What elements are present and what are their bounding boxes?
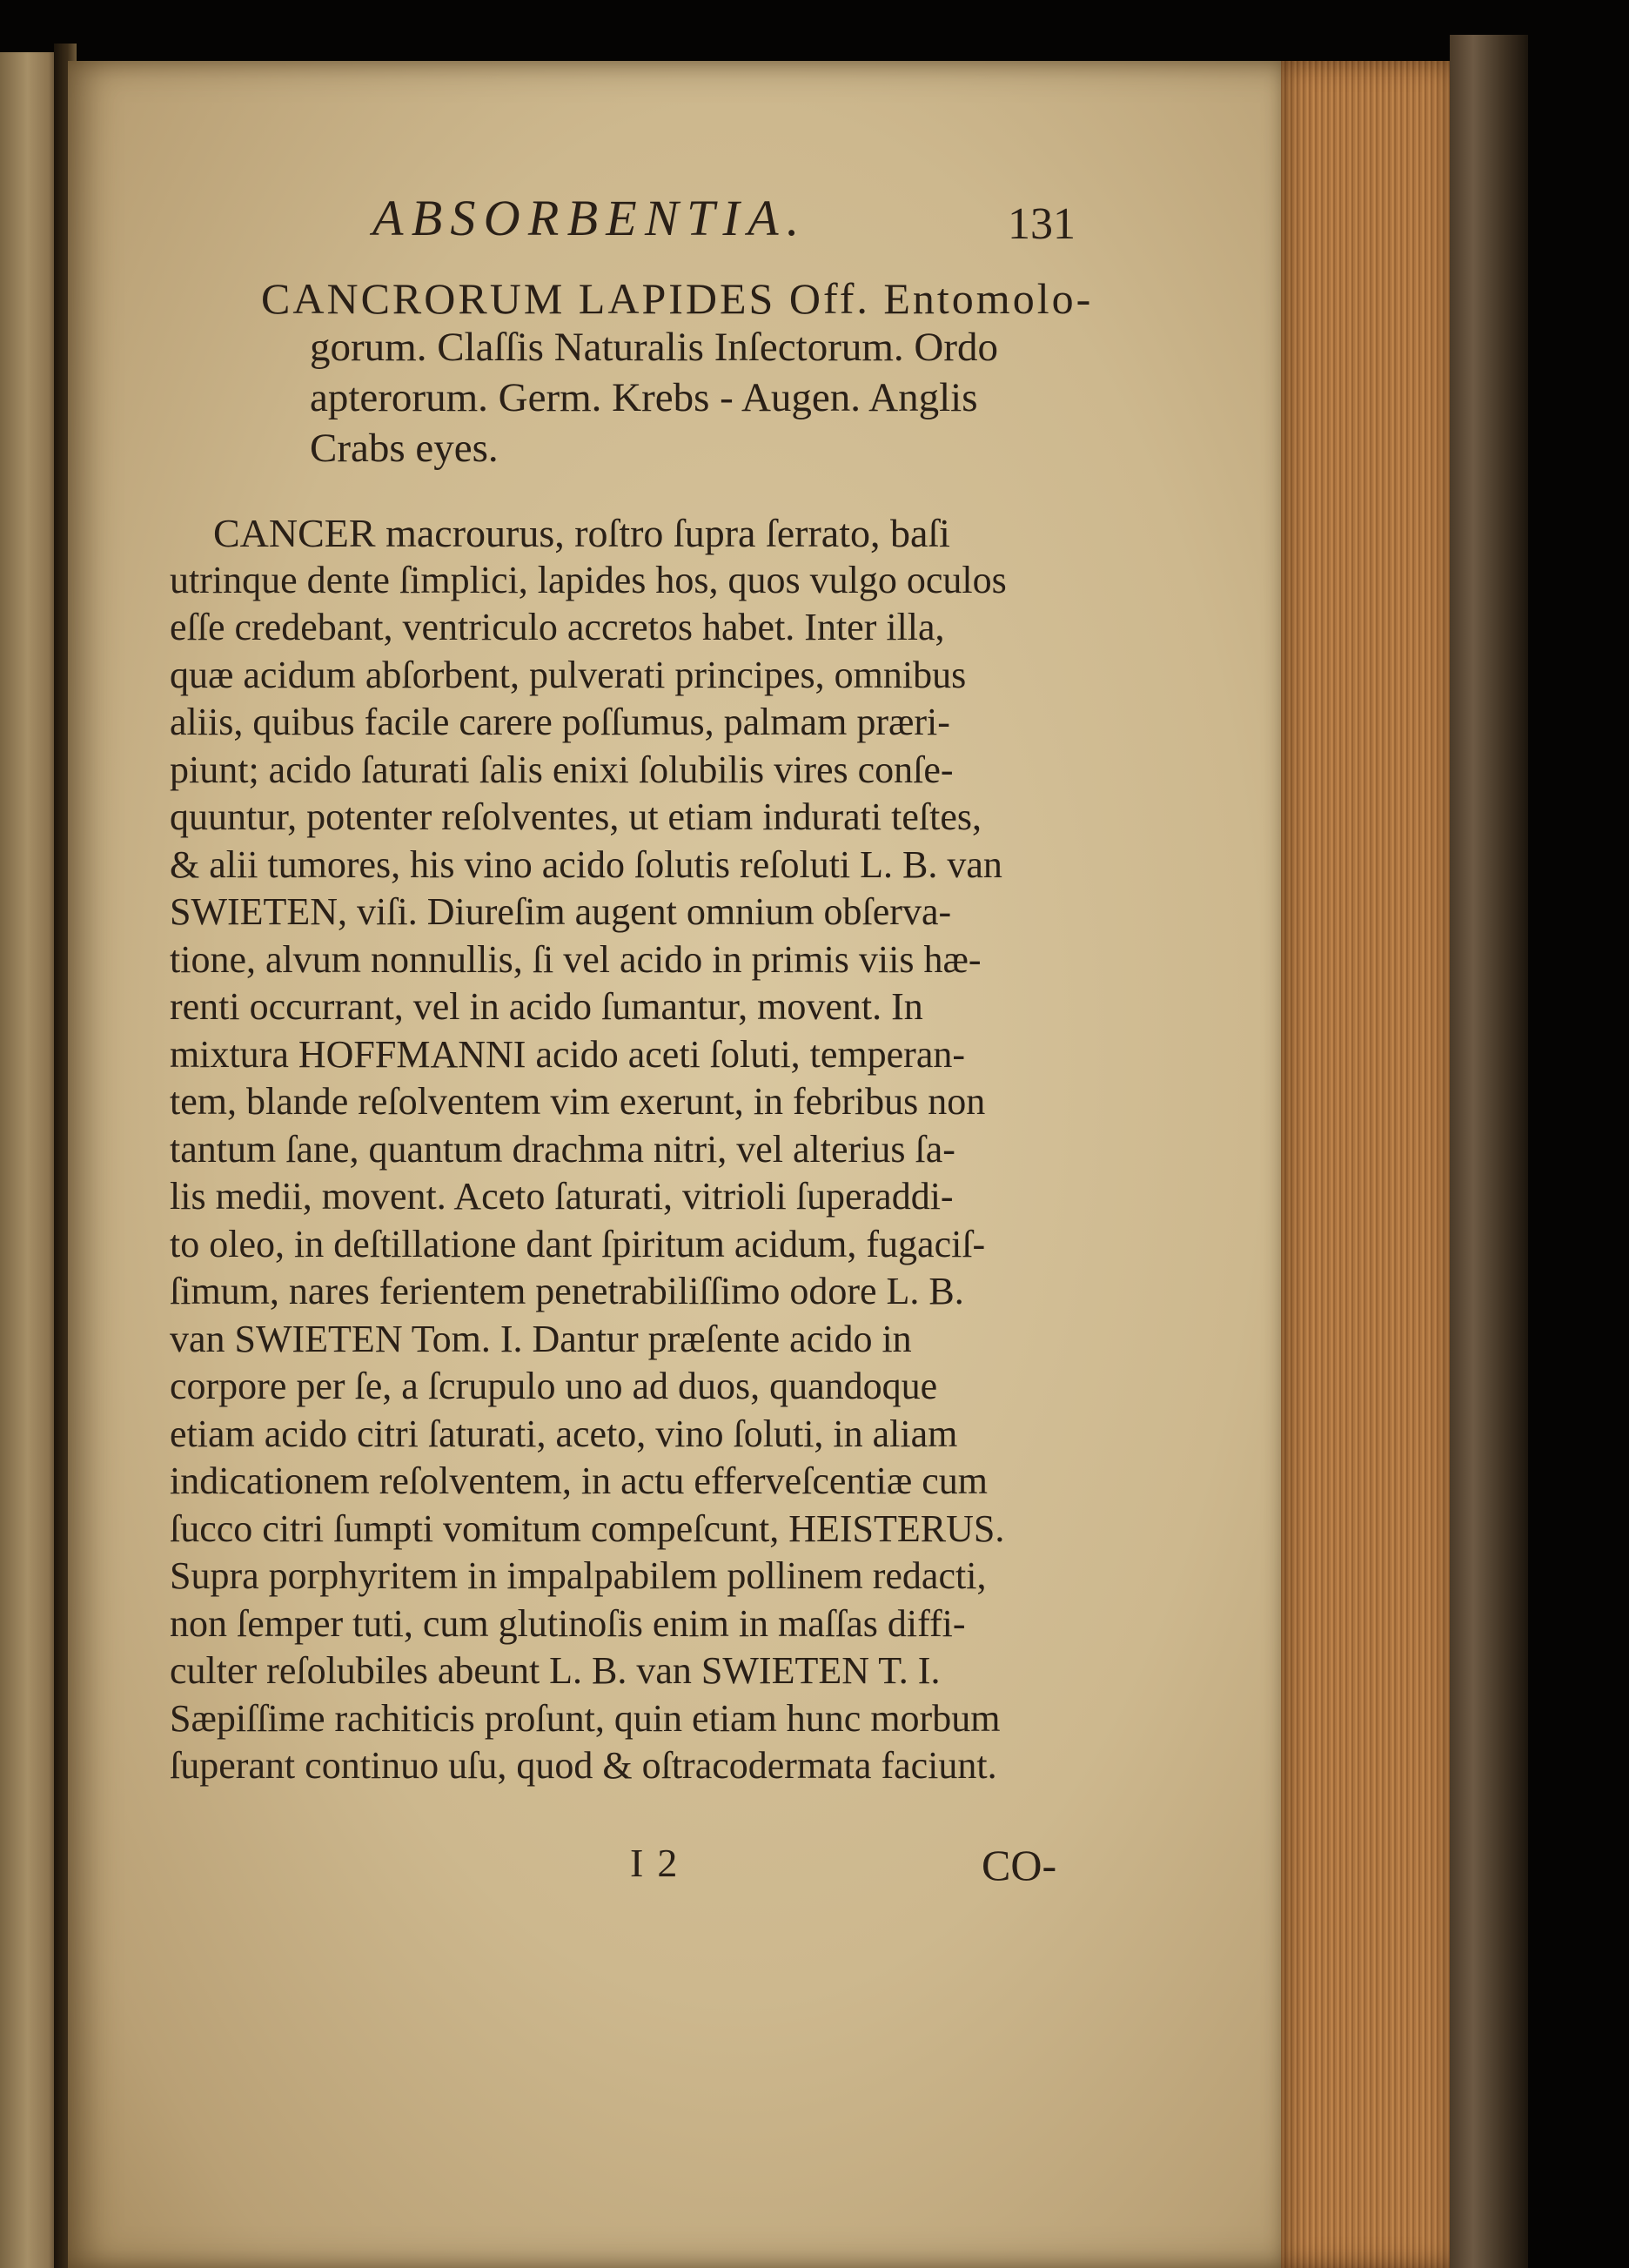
book-cover-edge <box>1450 35 1528 2268</box>
body-line: eſſe credebant, ventriculo accretos habet. Inter illa, <box>170 606 945 648</box>
body-line: to oleo, in deſtillatione dant ſpiritum acidum, fugaciſ- <box>170 1222 986 1265</box>
body-line: corpore per ſe, a ſcrupulo uno ad duos, quandoque <box>170 1365 938 1407</box>
heading-line: CANCRORUM LAPIDES Off. Entomolo- <box>261 274 1094 323</box>
body-line: Supra porphyritem in impalpabilem pollinem redacti, <box>170 1554 987 1597</box>
page-block-edges <box>1281 61 1455 2268</box>
body-line: & alii tumores, his vino acido ſolutis reſoluti L. B. van <box>170 842 1002 886</box>
heading-line: gorum. Claſſis Naturalis Inſectorum. Ordo <box>310 325 999 370</box>
body-line: indicationem reſolventem, in actu efferveſcentiæ cum <box>170 1459 988 1502</box>
body-line: lis medii, movent. Aceto ſaturati, vitrioli ſuperaddi- <box>170 1175 954 1218</box>
entry-heading <box>261 274 1123 479</box>
body-line: quæ acidum abſorbent, pulverati principes, omnibus <box>170 653 967 696</box>
body-line: SWIETEN, viſi. Diureſim augent omnium obſerva- <box>170 890 952 933</box>
body-line: Sæpiſſime rachiticis proſunt, quin etiam hunc morbum <box>170 1696 1001 1740</box>
body-line: quuntur, potenter reſolventes, ut etiam indurati teſtes, <box>170 795 982 838</box>
facing-page-edge <box>0 52 61 2268</box>
body-line: piunt; acido ſaturati ſalis enixi ſolubilis vires conſe- <box>170 748 954 791</box>
body-line: ſimum, nares ferientem penetrabiliſſimo odore L. B. <box>170 1270 964 1312</box>
body-line: etiam acido citri ſaturati, aceto, vino ſoluti, in aliam <box>170 1412 958 1455</box>
body-line: renti occurrant, vel in acido ſumantur, movent. In <box>170 985 923 1028</box>
body-line: van SWIETEN Tom. I. Dantur præſente acido in <box>170 1317 912 1360</box>
body-line: CANCER macrourus, roſtro ſupra ſerrato, baſi <box>213 511 950 555</box>
signature-mark: I 2 <box>630 1841 680 1885</box>
body-line: tantum ſane, quantum drachma nitri, vel alterius ſa- <box>170 1127 955 1171</box>
catchword: CO- <box>982 1841 1057 1889</box>
body-line: tione, alvum nonnullis, ſi vel acido in primis viis hæ- <box>170 937 982 981</box>
body-line: non ſemper tuti, cum glutinoſis enim in maſſas diffi- <box>170 1601 966 1645</box>
body-line: culter reſolubiles abeunt L. B. van SWIETEN T. I. <box>170 1649 941 1692</box>
body-line: utrinque dente ſimplici, lapides hos, quos vulgo oculos <box>170 558 1007 601</box>
body-line: tem, blande reſolventem vim exerunt, in febribus non <box>170 1080 986 1123</box>
body-line: ſuperant continuo uſu, quod & oſtracodermata faciunt. <box>170 1744 997 1787</box>
body-paragraph <box>170 513 1075 1795</box>
body-line: mixtura HOFFMANNI acido aceti ſoluti, temperan- <box>170 1032 966 1076</box>
heading-line: apterorum. Germ. Krebs - Augen. Anglis <box>310 375 978 420</box>
page-number: 131 <box>1008 199 1076 249</box>
running-header: ABSORBENTIA. <box>372 190 808 246</box>
body-line: ſucco citri ſumpti vomitum compeſcunt, HEISTERUS. <box>170 1506 1005 1550</box>
heading-line: Crabs eyes. <box>310 426 499 471</box>
body-line: aliis, quibus facile carere poſſumus, palmam præri- <box>170 701 950 743</box>
